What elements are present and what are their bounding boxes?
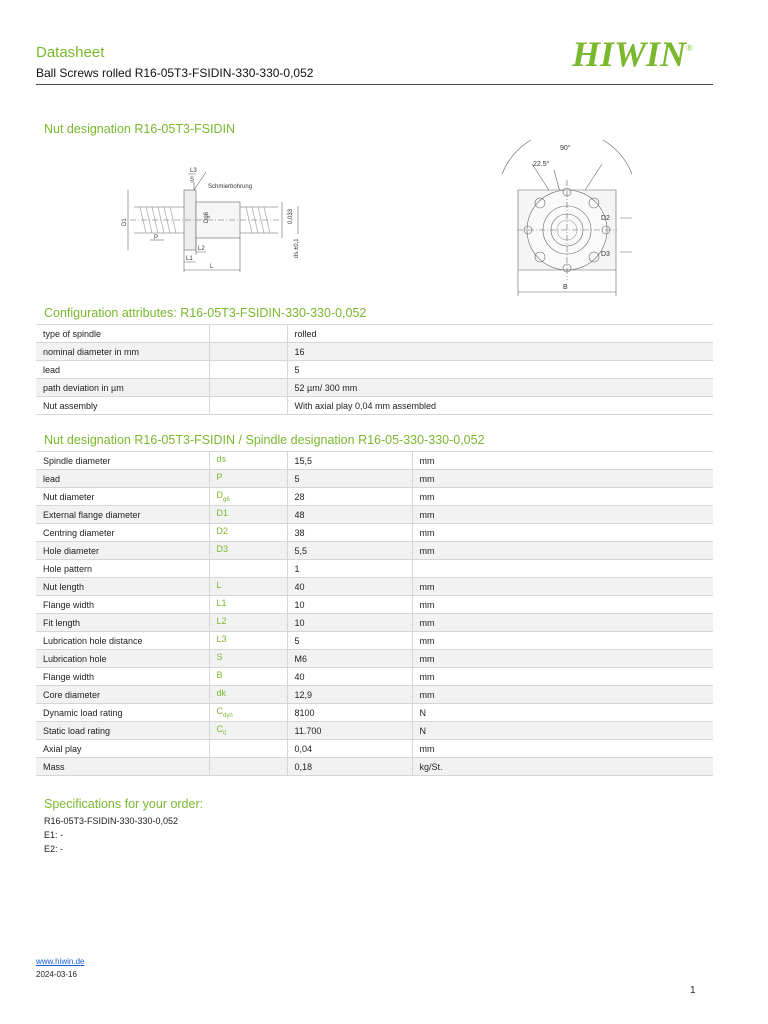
config-heading: Configuration attributes: R16-05T3-FSIDIN-330-330-0,052 xyxy=(44,306,367,320)
nut-side-drawing xyxy=(110,160,310,280)
label-ds: ds ±0,1 xyxy=(294,238,300,258)
spec-unit: mm xyxy=(412,470,713,488)
spec-symbol: L3 xyxy=(209,632,287,650)
spec-heading: Nut designation R16-05T3-FSIDIN / Spindle designation R16-05-330-330-0,052 xyxy=(44,433,485,447)
spec-label: Lubrication hole xyxy=(36,650,209,668)
spec-value: 5 xyxy=(287,632,412,650)
config-empty xyxy=(209,379,287,397)
header-divider xyxy=(36,84,713,85)
spec-unit: kg/St. xyxy=(412,758,713,776)
order-heading: Specifications for your order: xyxy=(44,797,204,811)
spec-unit: mm xyxy=(412,578,713,596)
spec-row xyxy=(36,704,713,722)
spec-value: 10 xyxy=(287,596,412,614)
spec-symbol: ds xyxy=(209,452,287,470)
hiwin-logo: HIWIN® xyxy=(572,34,693,74)
label-d2: D2 xyxy=(601,215,610,222)
spec-unit: mm xyxy=(412,668,713,686)
spec-value: 0,18 xyxy=(287,758,412,776)
config-empty xyxy=(209,361,287,379)
spec-row xyxy=(36,686,713,704)
order-e2: E2: - xyxy=(44,844,64,854)
spec-label: Dynamic load rating xyxy=(36,704,209,722)
spec-row xyxy=(36,650,713,668)
config-empty xyxy=(209,325,287,343)
spec-label: Nut diameter xyxy=(36,488,209,506)
spec-unit: mm xyxy=(412,686,713,704)
spec-label: Flange width xyxy=(36,596,209,614)
spec-row xyxy=(36,614,713,632)
spec-value: 38 xyxy=(287,524,412,542)
config-row xyxy=(36,397,713,415)
spec-row xyxy=(36,488,713,506)
label-l1: L1 xyxy=(186,256,193,262)
spec-symbol: P xyxy=(209,470,287,488)
spec-symbol: S xyxy=(209,650,287,668)
spec-symbol: D3 xyxy=(209,542,287,560)
spec-symbol: dk xyxy=(209,686,287,704)
document-date: 2024-03-16 xyxy=(36,970,77,979)
spec-row xyxy=(36,470,713,488)
spec-unit: mm xyxy=(412,650,713,668)
spec-label: Flange width xyxy=(36,668,209,686)
spec-unit: mm xyxy=(412,614,713,632)
spec-row xyxy=(36,596,713,614)
config-table xyxy=(36,324,713,415)
spec-symbol: L xyxy=(209,578,287,596)
spec-row xyxy=(36,740,713,758)
config-label: path deviation in µm xyxy=(36,379,209,397)
spec-symbol xyxy=(209,758,287,776)
label-l: L xyxy=(210,264,214,270)
config-empty xyxy=(209,343,287,361)
config-row xyxy=(36,379,713,397)
spec-unit: mm xyxy=(412,506,713,524)
config-empty xyxy=(209,397,287,415)
label-angle-90: 90° xyxy=(560,145,571,152)
config-label: lead xyxy=(36,361,209,379)
spec-label: Hole diameter xyxy=(36,542,209,560)
spec-label: Hole pattern xyxy=(36,560,209,578)
spec-unit: mm xyxy=(412,542,713,560)
spec-value: 15,5 xyxy=(287,452,412,470)
spec-row xyxy=(36,668,713,686)
label-l2: L2 xyxy=(198,246,205,252)
spec-unit: N xyxy=(412,704,713,722)
spec-label: Mass xyxy=(36,758,209,776)
spec-label: Static load rating xyxy=(36,722,209,740)
spec-label: Centring diameter xyxy=(36,524,209,542)
label-angle-22-5: 22.5° xyxy=(533,161,550,168)
spec-value: 28 xyxy=(287,488,412,506)
config-row xyxy=(36,325,713,343)
config-value: 5 xyxy=(287,361,713,379)
order-code: R16-05T3-FSIDIN-330-330-0,052 xyxy=(44,816,179,826)
spec-label: Nut length xyxy=(36,578,209,596)
spec-row xyxy=(36,452,713,470)
label-s: S xyxy=(190,177,195,183)
spec-value: 48 xyxy=(287,506,412,524)
spec-value: 1 xyxy=(287,560,412,578)
website-link[interactable]: www.hiwin.de xyxy=(36,957,85,966)
spec-symbol: $C_0$ xyxy=(209,722,287,740)
spec-unit xyxy=(412,560,713,578)
spec-value: 10 xyxy=(287,614,412,632)
config-label: Nut assembly xyxy=(36,397,209,415)
spec-unit: mm xyxy=(412,488,713,506)
spec-symbol: $D_{g6}$ xyxy=(209,488,287,506)
spec-value: M6 xyxy=(287,650,412,668)
config-value: 16 xyxy=(287,343,713,361)
config-label: nominal diameter in mm xyxy=(36,343,209,361)
spec-row xyxy=(36,578,713,596)
spec-unit: N xyxy=(412,722,713,740)
spec-symbol: D1 xyxy=(209,506,287,524)
document-subtitle: Ball Screws rolled R16-05T3-FSIDIN-330-330-0,052 xyxy=(36,66,314,80)
spec-unit: mm xyxy=(412,524,713,542)
config-value: rolled xyxy=(287,325,713,343)
label-schmierbohrung: Schmierbohrung xyxy=(208,184,253,190)
spec-value: 11.700 xyxy=(287,722,412,740)
spec-row xyxy=(36,722,713,740)
label-dg6: Dg6 xyxy=(204,211,210,223)
spec-value: 40 xyxy=(287,668,412,686)
spec-value: 40 xyxy=(287,578,412,596)
spec-symbol: L1 xyxy=(209,596,287,614)
spec-value: 5 xyxy=(287,470,412,488)
page-number: 1 xyxy=(690,985,696,996)
label-tolerance: 0,033 xyxy=(288,208,294,224)
spec-symbol: $C_{dyn}$ xyxy=(209,704,287,722)
spec-label: lead xyxy=(36,470,209,488)
spec-unit: mm xyxy=(412,452,713,470)
spec-value: 12,9 xyxy=(287,686,412,704)
spec-row xyxy=(36,524,713,542)
label-d1: D1 xyxy=(122,218,128,226)
config-value: 52 µm/ 300 mm xyxy=(287,379,713,397)
nut-flange-drawing xyxy=(492,140,642,300)
config-label: type of spindle xyxy=(36,325,209,343)
spec-table xyxy=(36,451,713,776)
nut-designation-heading: Nut designation R16-05T3-FSIDIN xyxy=(44,122,236,136)
spec-unit: mm xyxy=(412,596,713,614)
label-b: B xyxy=(563,284,568,291)
spec-symbol: B xyxy=(209,668,287,686)
label-l3: L3 xyxy=(190,168,197,174)
spec-row xyxy=(36,542,713,560)
spec-value: 5,5 xyxy=(287,542,412,560)
spec-symbol xyxy=(209,740,287,758)
spec-label: Fit length xyxy=(36,614,209,632)
config-value: With axial play 0,04 mm assembled xyxy=(287,397,713,415)
spec-value: 0,04 xyxy=(287,740,412,758)
spec-label: Spindle diameter xyxy=(36,452,209,470)
spec-label: Axial play xyxy=(36,740,209,758)
spec-label: Lubrication hole distance xyxy=(36,632,209,650)
spec-row xyxy=(36,506,713,524)
spec-row xyxy=(36,632,713,650)
spec-unit: mm xyxy=(412,740,713,758)
config-row xyxy=(36,361,713,379)
spec-unit: mm xyxy=(412,632,713,650)
label-d3: D3 xyxy=(601,251,610,258)
spec-label: Core diameter xyxy=(36,686,209,704)
spec-label: External flange diameter xyxy=(36,506,209,524)
spec-symbol: L2 xyxy=(209,614,287,632)
spec-symbol: D2 xyxy=(209,524,287,542)
spec-row xyxy=(36,560,713,578)
label-p: P xyxy=(154,235,159,241)
spec-row xyxy=(36,758,713,776)
order-e1: E1: - xyxy=(44,830,64,840)
spec-symbol xyxy=(209,560,287,578)
document-title: Datasheet xyxy=(36,44,105,61)
config-row xyxy=(36,343,713,361)
spec-value: 8100 xyxy=(287,704,412,722)
